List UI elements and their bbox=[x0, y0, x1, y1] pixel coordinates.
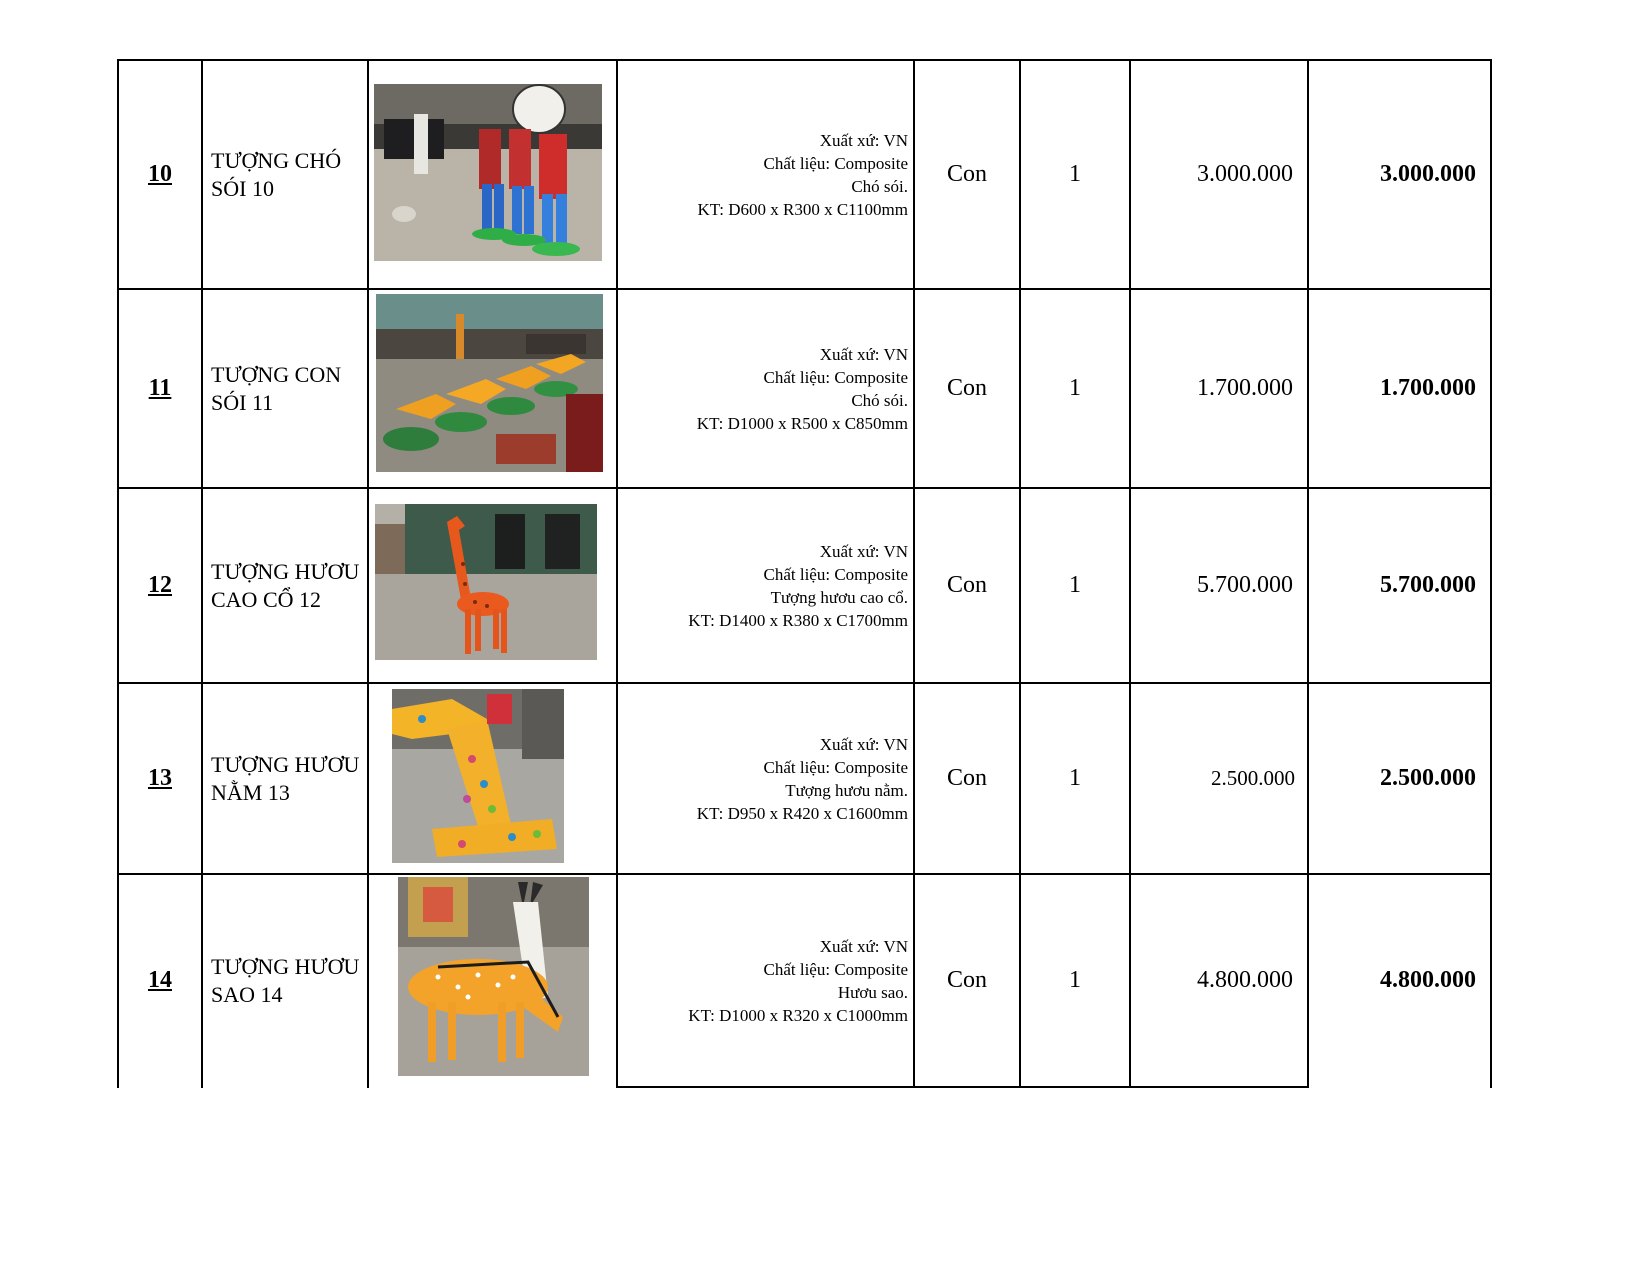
table-line bbox=[367, 59, 369, 1088]
item-total: 1.700.000 bbox=[1380, 375, 1476, 401]
lying-giraffe-statue-photo bbox=[392, 689, 564, 863]
item-name bbox=[203, 290, 367, 487]
item-description bbox=[618, 61, 913, 288]
item-description bbox=[618, 875, 913, 1086]
item-number: 11 bbox=[148, 375, 172, 401]
item-quantity: 1 bbox=[1069, 375, 1081, 401]
item-material: Chất liệu: Composite bbox=[763, 367, 908, 387]
item-size: KT: D1400 x R380 x C1700mm bbox=[688, 610, 908, 630]
table-line bbox=[1490, 59, 1492, 1088]
item-number: 10 bbox=[148, 161, 172, 187]
item-total: 4.800.000 bbox=[1380, 967, 1476, 993]
item-name-line: TƯỢNG HƯƠU bbox=[211, 751, 360, 777]
item-unit: Con bbox=[946, 572, 987, 598]
item-number: 14 bbox=[148, 967, 172, 993]
item-number: 12 bbox=[148, 572, 172, 598]
item-quantity: 1 bbox=[1069, 572, 1081, 598]
item-name-line: TƯỢNG HƯƠU bbox=[211, 953, 360, 979]
item-number: 13 bbox=[148, 765, 172, 791]
item-note: Chó sói. bbox=[851, 390, 908, 410]
item-unit-price: 4.800.000 bbox=[1197, 967, 1293, 993]
item-total: 3.000.000 bbox=[1380, 161, 1476, 187]
item-origin: Xuất xứ: VN bbox=[819, 936, 908, 956]
giraffe-statue-photo bbox=[375, 504, 597, 660]
item-total: 2.500.000 bbox=[1380, 765, 1476, 791]
item-name bbox=[203, 61, 367, 288]
item-size: KT: D950 x R420 x C1600mm bbox=[696, 803, 908, 823]
item-note: Hươu sao. bbox=[837, 982, 908, 1002]
item-unit: Con bbox=[946, 375, 987, 401]
item-size: KT: D1000 x R500 x C850mm bbox=[696, 413, 908, 433]
item-origin: Xuất xứ: VN bbox=[819, 130, 908, 150]
item-material: Chất liệu: Composite bbox=[763, 564, 908, 584]
item-note: Tượng hươu cao cổ. bbox=[770, 587, 908, 607]
item-material: Chất liệu: Composite bbox=[763, 153, 908, 173]
item-name bbox=[203, 489, 367, 682]
item-name-line: TƯỢNG HƯƠU bbox=[211, 558, 360, 584]
item-unit-price: 2.500.000 bbox=[1211, 766, 1295, 790]
item-name-line: SÓI 10 bbox=[211, 175, 274, 201]
item-name-line: CAO CỔ 12 bbox=[211, 586, 322, 612]
item-unit: Con bbox=[946, 765, 987, 791]
wolf-statues-photo bbox=[374, 84, 602, 261]
item-name-line: SAO 14 bbox=[211, 981, 283, 1007]
item-size: KT: D1000 x R320 x C1000mm bbox=[688, 1005, 908, 1025]
item-name-line: NẰM 13 bbox=[211, 779, 290, 805]
item-name bbox=[203, 684, 367, 873]
item-material: Chất liệu: Composite bbox=[763, 757, 908, 777]
item-name bbox=[203, 875, 367, 1086]
spotted-deer-statue-photo bbox=[398, 877, 589, 1076]
item-origin: Xuất xứ: VN bbox=[819, 734, 908, 754]
item-name-line: TƯỢNG CHÓ bbox=[211, 147, 342, 173]
item-quantity: 1 bbox=[1069, 161, 1081, 187]
item-description bbox=[618, 489, 913, 682]
item-quantity: 1 bbox=[1069, 967, 1081, 993]
item-material: Chất liệu: Composite bbox=[763, 959, 908, 979]
item-description bbox=[618, 290, 913, 487]
item-total: 5.700.000 bbox=[1380, 572, 1476, 598]
item-origin: Xuất xứ: VN bbox=[819, 541, 908, 561]
item-note: Tượng hươu nằm. bbox=[785, 780, 908, 800]
item-name-line: SÓI 11 bbox=[211, 389, 274, 415]
item-quantity: 1 bbox=[1069, 765, 1081, 791]
item-unit-price: 1.700.000 bbox=[1197, 375, 1293, 401]
table-line bbox=[616, 1086, 1309, 1088]
item-description bbox=[618, 684, 913, 873]
item-name-line: TƯỢNG CON bbox=[211, 361, 342, 387]
item-note: Chó sói. bbox=[851, 176, 908, 196]
item-origin: Xuất xứ: VN bbox=[819, 344, 908, 364]
item-size: KT: D600 x R300 x C1100mm bbox=[697, 199, 908, 219]
item-unit-price: 5.700.000 bbox=[1197, 572, 1293, 598]
running-wolf-statues-photo bbox=[376, 294, 603, 472]
item-unit-price: 3.000.000 bbox=[1197, 161, 1293, 187]
item-unit: Con bbox=[946, 161, 987, 187]
item-unit: Con bbox=[946, 967, 987, 993]
